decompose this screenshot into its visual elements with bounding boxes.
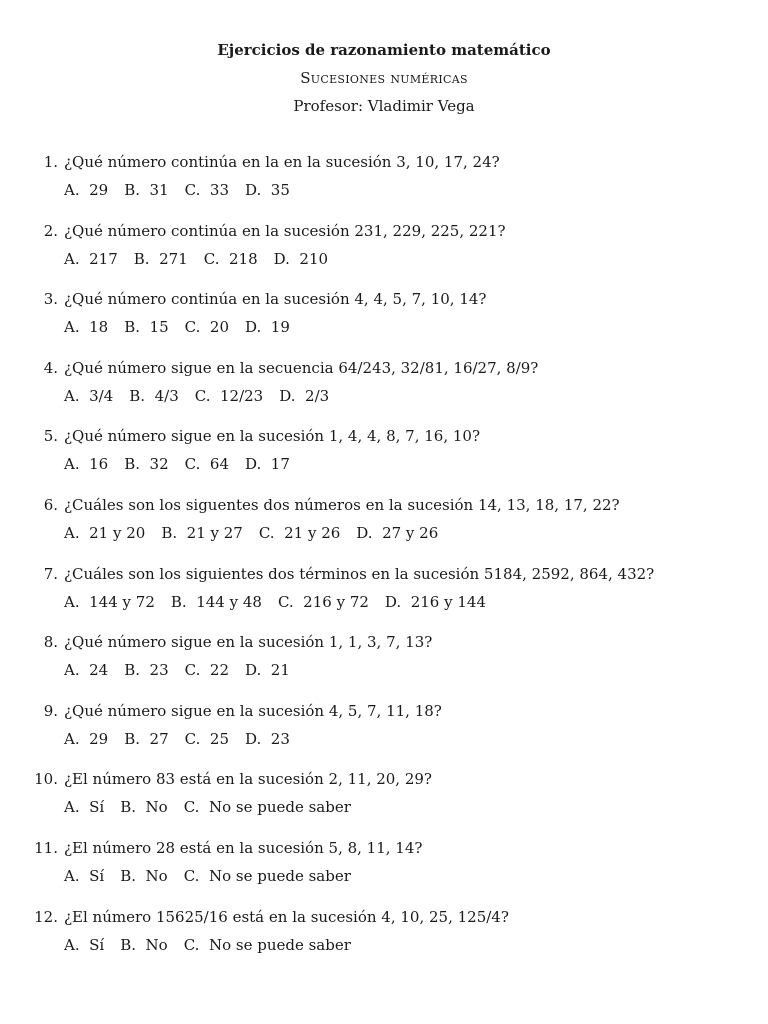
question-text: ¿Qué número continúa en la sucesión 231, 229, 225, 221? — [64, 221, 506, 240]
document-header — [0, 40, 768, 116]
question-number: 12. — [34, 907, 58, 926]
question-number: 10. — [34, 770, 58, 789]
answer-option: C. 218 — [203, 249, 258, 268]
answer-option: C. 22 — [184, 661, 229, 680]
question-text: ¿El número 15625/16 está en la sucesión 4, 10, 25, 125/4? — [64, 907, 509, 926]
question-number: 11. — [34, 838, 58, 857]
answer-option: C. 12/23 — [194, 386, 264, 405]
answer-option: A. Sí — [64, 935, 105, 954]
answer-option: A. Sí — [64, 866, 105, 885]
answer-option: B. No — [120, 866, 168, 885]
question-text: ¿El número 28 está en la sucesión 5, 8, 11, 14? — [64, 838, 423, 857]
question-list — [0, 152, 768, 975]
question-item — [0, 907, 768, 976]
question-number: 9. — [43, 701, 58, 720]
answer-option: B. 4/3 — [129, 386, 179, 405]
answer-options — [64, 797, 351, 817]
question-item — [0, 838, 768, 907]
answer-options — [64, 935, 351, 955]
question-item — [0, 289, 768, 358]
answer-option: B. 23 — [124, 661, 169, 680]
question-number: 1. — [43, 153, 58, 171]
answer-options — [64, 454, 290, 474]
answer-option: D. 2/3 — [279, 386, 330, 405]
question-number: 7. — [43, 564, 58, 583]
question-number: 4. — [43, 358, 58, 377]
professor-name: Profesor: Vladimir Vega — [293, 97, 475, 115]
question-number: 6. — [43, 495, 58, 514]
question-text: ¿Qué número sigue en la sucesión 1, 4, 4, 8, 7, 16, 10? — [64, 427, 480, 446]
question-text: ¿Qué número sigue en la sucesión 4, 5, 7, 11, 18? — [64, 701, 442, 720]
answer-option: B. 32 — [124, 455, 169, 474]
answer-option: C. No se puede saber — [183, 798, 351, 817]
answer-option: A. 144 y 72 — [64, 592, 155, 611]
question-item — [0, 564, 768, 633]
document-title: Ejercicios de razonamiento matemático — [217, 41, 551, 59]
answer-option: B. 144 y 48 — [170, 592, 262, 611]
answer-option: D. 216 y 144 — [384, 592, 486, 611]
question-item — [0, 701, 768, 770]
answer-option: C. 25 — [184, 729, 229, 748]
answer-option: C. 64 — [184, 455, 229, 474]
question-item — [0, 152, 768, 221]
answer-option: D. 35 — [245, 181, 290, 199]
question-item — [0, 495, 768, 564]
answer-option: A. 217 — [64, 249, 118, 268]
answer-option: C. No se puede saber — [183, 935, 351, 954]
question-text: ¿Cuáles son los siguentes dos números en la sucesión 14, 13, 18, 17, 22? — [64, 495, 620, 514]
answer-options — [64, 523, 438, 543]
answer-option: C. 21 y 26 — [258, 523, 341, 542]
question-text: ¿Qué número continúa en la sucesión 4, 4, 5, 7, 10, 14? — [64, 290, 487, 309]
question-item — [0, 358, 768, 427]
question-item — [0, 221, 768, 290]
answer-options — [64, 317, 290, 337]
answer-option: D. 27 y 26 — [356, 523, 439, 542]
answer-option: B. 27 — [124, 729, 169, 748]
question-text: ¿Qué número sigue en la secuencia 64/243, 32/81, 16/27, 8/9? — [64, 358, 539, 377]
answer-option: D. 210 — [273, 249, 329, 268]
answer-option: D. 19 — [245, 318, 290, 337]
answer-option: B. 31 — [124, 181, 169, 199]
answer-option: B. 21 y 27 — [161, 523, 243, 542]
answer-option: C. 216 y 72 — [277, 592, 369, 611]
answer-options — [64, 180, 290, 200]
answer-options — [64, 866, 351, 886]
question-text: ¿Qué número continúa en la en la sucesión 3, 10, 17, 24? — [64, 153, 500, 171]
answer-option: D. 21 — [245, 661, 290, 680]
answer-option: A. 18 — [64, 318, 109, 337]
question-item — [0, 426, 768, 495]
answer-option: A. 29 — [64, 729, 109, 748]
answer-option: C. 20 — [184, 318, 229, 337]
question-text: ¿El número 83 está en la sucesión 2, 11, 20, 29? — [64, 770, 432, 789]
answer-option: A. 24 — [64, 661, 109, 680]
question-item — [0, 632, 768, 701]
question-number: 3. — [43, 290, 58, 309]
question-item — [0, 769, 768, 838]
question-text: ¿Cuáles son los siguientes dos términos en la sucesión 5184, 2592, 864, 432? — [64, 564, 655, 583]
answer-option: A. 29 — [64, 181, 109, 199]
question-text: ¿Qué número sigue en la sucesión 1, 1, 3, 7, 13? — [64, 633, 433, 652]
answer-option: C. No se puede saber — [183, 866, 351, 885]
answer-options — [64, 386, 329, 406]
answer-option: A. 16 — [64, 455, 109, 474]
answer-option: B. 271 — [133, 249, 188, 268]
question-number: 5. — [43, 427, 58, 446]
answer-options — [64, 660, 290, 680]
answer-option: A. 21 y 20 — [64, 523, 146, 542]
answer-option: D. 17 — [245, 455, 290, 474]
answer-option: B. 15 — [124, 318, 169, 337]
document-subtitle: Sucesiones numéricas — [300, 69, 468, 87]
question-number: 2. — [43, 221, 58, 240]
answer-option: C. 33 — [184, 181, 229, 199]
answer-option: D. 23 — [245, 729, 290, 748]
answer-option: B. No — [120, 935, 168, 954]
answer-options — [64, 592, 486, 612]
answer-options — [64, 729, 290, 749]
answer-option: A. 3/4 — [64, 386, 114, 405]
answer-options — [64, 249, 328, 269]
question-number: 8. — [43, 633, 58, 652]
answer-option: A. Sí — [64, 798, 105, 817]
answer-option: B. No — [120, 798, 168, 817]
